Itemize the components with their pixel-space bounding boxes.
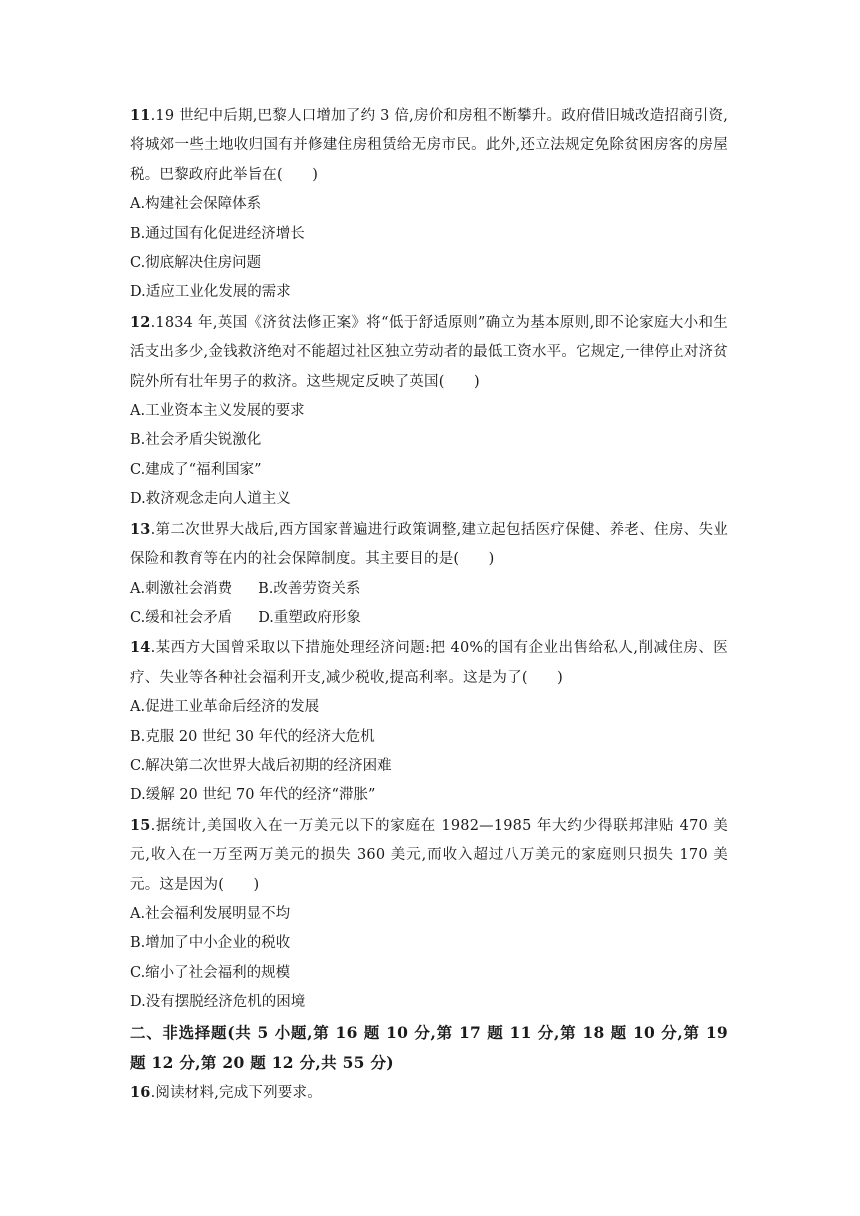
option-a: A.构建社会保障体系 bbox=[130, 196, 262, 213]
option-c: C.解决第二次世界大战后初期的经济困难 bbox=[130, 757, 392, 774]
option-a: A.工业资本主义发展的要求 bbox=[130, 403, 305, 420]
question-text: .第二次世界大战后,西方国家普遍进行政策调整,建立起包括医疗保健、养老、住房、失业保险和教育等在内的社会保障制度。其主要目的是( ) bbox=[130, 521, 728, 568]
question-number: 15 bbox=[130, 816, 151, 834]
option-d: D.适应工业化发展的需求 bbox=[130, 284, 291, 301]
option-a: A.刺激社会消费 bbox=[130, 580, 233, 597]
question-stem bbox=[130, 811, 728, 900]
question-13 bbox=[130, 515, 728, 634]
option-b: B.增加了中小企业的税收 bbox=[130, 935, 291, 952]
option-c: C.彻底解决住房问题 bbox=[130, 255, 262, 272]
option-b: B.通过国有化促进经济增长 bbox=[130, 225, 305, 242]
option-b: B.克服 20 世纪 30 年代的经济大危机 bbox=[130, 728, 375, 745]
option-d: D.重塑政府形象 bbox=[258, 609, 361, 626]
question-stem bbox=[130, 633, 728, 693]
option-b: B.社会矛盾尖锐激化 bbox=[130, 432, 262, 449]
question-15 bbox=[130, 811, 728, 1018]
question-text: .据统计,美国收入在一万美元以下的家庭在 1982—1985 年大约少得联邦津贴 470 美元,收入在一万至两万美元的损失 360 美元,而收入超过八万美元的家庭则只损失 170 美元。这是因为( ) bbox=[130, 817, 728, 893]
question-number: 16 bbox=[130, 1083, 151, 1101]
option-c: C.建成了“福利国家” bbox=[130, 461, 262, 478]
question-text: .19 世纪中后期,巴黎人口增加了约 3 倍,房价和房租不断攀升。政府借旧城改造招商引资,将城郊一些土地收归国有并修建住房租赁给无房市民。此外,还立法规定免除贫困房客的房屋税。巴黎政府此举旨在( ) bbox=[130, 108, 728, 183]
question-number: 12 bbox=[130, 313, 151, 331]
option-b: B.改善劳资关系 bbox=[258, 580, 361, 597]
question-stem bbox=[130, 1078, 728, 1108]
question-text: .某西方大国曾采取以下措施处理经济问题:把 40%的国有企业出售给私人,削减住房、医疗、失业等各种社会福利开支,减少税收,提高利率。这是为了( ) bbox=[130, 640, 728, 686]
option-d: D.没有摆脱经济危机的困境 bbox=[130, 994, 306, 1011]
option-c: C.缩小了社会福利的规模 bbox=[130, 964, 291, 981]
section-title: 二、非选择题(共 5 小题,第 16 题 10 分,第 17 题 11 分,第 18 题 10 分,第 19 题 12 分,第 20 题 12 分,共 55 分) bbox=[130, 1022, 728, 1072]
option-a: A.社会福利发展明显不均 bbox=[130, 905, 291, 922]
option-d: D.救济观念走向人道主义 bbox=[130, 491, 291, 508]
question-11 bbox=[130, 101, 728, 308]
question-number: 13 bbox=[130, 520, 151, 538]
question-stem bbox=[130, 308, 728, 397]
option-row bbox=[130, 604, 728, 633]
question-stem bbox=[130, 101, 728, 190]
question-stem bbox=[130, 515, 728, 575]
question-number: 11 bbox=[130, 107, 151, 124]
exam-page bbox=[130, 101, 728, 1108]
option-d: D.缓解 20 世纪 70 年代的经济“滞胀” bbox=[130, 787, 376, 804]
question-12 bbox=[130, 308, 728, 515]
question-14 bbox=[130, 633, 728, 810]
question-number: 14 bbox=[130, 639, 151, 657]
option-c: C.缓和社会矛盾 bbox=[130, 609, 233, 626]
question-text: .1834 年,英国《济贫法修正案》将“低于舒适原则”确立为基本原则,即不论家庭大小和生活支出多少,金钱救济绝对不能超过社区独立劳动者的最低工资水平。它规定,一律停止对济贫院外所有壮年男子的救济。这些规定反映了英国( ) bbox=[130, 314, 728, 390]
question-text: .阅读材料,完成下列要求。 bbox=[150, 1084, 322, 1101]
question-16 bbox=[130, 1078, 728, 1108]
option-row bbox=[130, 575, 728, 604]
option-a: A.促进工业革命后经济的发展 bbox=[130, 699, 320, 716]
